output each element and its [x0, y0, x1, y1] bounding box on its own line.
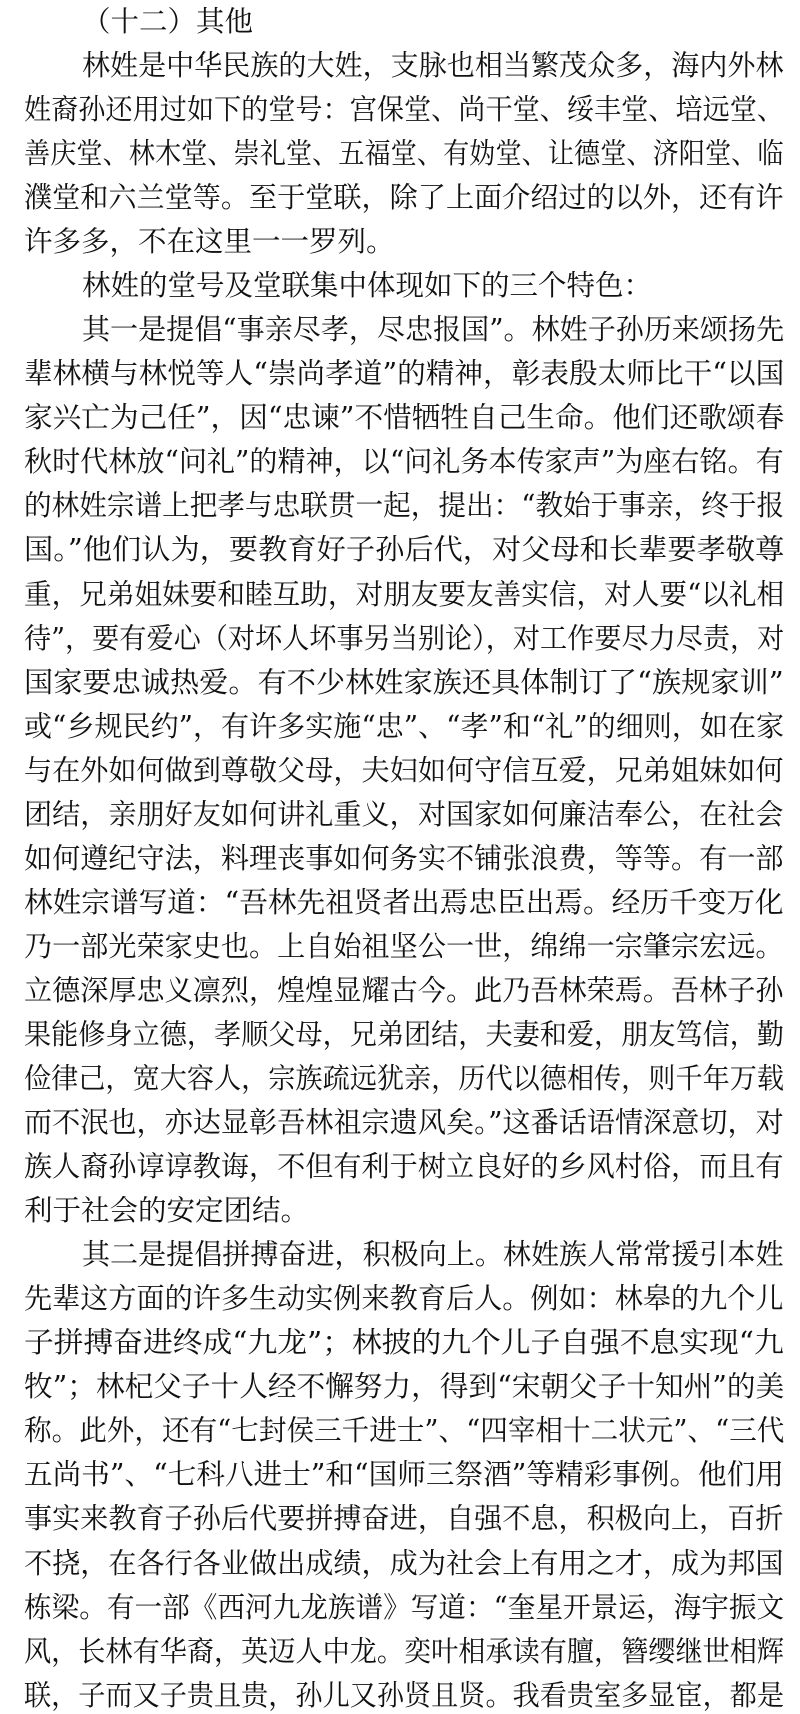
text-line: 族人裔孙谆谆教诲，不但有利于树立良好的乡风村俗，而且有 — [24, 1150, 784, 1183]
text-line: 其二是提倡拼搏奋进，积极向上。林姓族人常常援引本姓 — [82, 1238, 784, 1271]
text-line: 善庆堂、林木堂、崇礼堂、五福堂、有妫堂、让德堂、济阳堂、临 — [24, 137, 784, 170]
text-line: 待”，要有爱心（对坏人坏事另当别论），对工作要尽力尽责，对 — [24, 622, 785, 655]
text-line: 五尚书”、“七科八进士”和“国师三祭酒”等精彩事例。他们用 — [24, 1458, 784, 1491]
text-line: 果能修身立德，孝顺父母，兄弟团结，夫妻和爱，朋友笃信，勤 — [24, 1018, 785, 1051]
text-line: 家兴亡为己任”，因“忠谏”不惜牺牲自己生命。他们还歌颂春 — [24, 401, 785, 434]
text-line: 利于社会的安定团结。 — [24, 1194, 310, 1227]
text-line: 姓裔孙还用过如下的堂号：宫保堂、尚干堂、绥丰堂、培远堂、 — [24, 93, 785, 126]
text-line: 或“乡规民约”，有许多实施“忠”、“孝”和“礼”的细则，如在家 — [24, 710, 785, 743]
text-line: 先辈这方面的许多生动实例来教育后人。例如：林皋的九个儿 — [24, 1282, 784, 1315]
text-line: 俭律己，宽大容人，宗族疏远犹亲，历代以德相传，则千年万载 — [24, 1062, 785, 1095]
text-line: 辈林横与林悦等人“崇尚孝道”的精神，彰表殷太师比干“以国 — [24, 357, 785, 390]
text-line: 其一是提倡“事亲尽孝，尽忠报国”。林姓子孙历来颂扬先 — [82, 313, 785, 346]
text-line: 乃一部光荣家史也。上自始祖坚公一世，绵绵一宗肇宗宏远。 — [24, 930, 784, 963]
text-line: 团结，亲朋好友如何讲礼重义，对国家如何廉洁奉公，在社会 — [24, 798, 784, 831]
text-line: 而不泯也，亦达显彰吾林祖宗遗风矣。”这番话语情深意切，对 — [24, 1106, 784, 1139]
text-line: 联，子而又子贵且贵，孙儿又孙贤且贤。我看贵室多显宦，都是 — [24, 1679, 785, 1712]
text-line: 林姓是中华民族的大姓，支脉也相当繁茂众多，海内外林 — [82, 49, 784, 82]
text-line: 事实来教育子孙后代要拼搏奋进，自强不息，积极向上，百折 — [24, 1502, 784, 1535]
text-line: 如何遵纪守法，料理丧事如何务实不铺张浪费，等等。有一部 — [24, 842, 784, 875]
section-heading: （十二）其他 — [82, 5, 254, 38]
text-line: 濮堂和六兰堂等。至于堂联，除了上面介绍过的以外，还有许 — [24, 181, 784, 214]
text-line: 子拼搏奋进终成“九龙”；林披的九个儿子自强不息实现“九 — [24, 1326, 784, 1359]
text-line: 立德深厚忠义凛烈，煌煌显耀古今。此乃吾林荣焉。吾林子孙 — [24, 974, 784, 1007]
text-line: 秋时代林放“问礼”的精神，以“问礼务本传家声”为座右铭。有 — [24, 445, 784, 478]
text-line: 与在外如何做到尊敬父母，夫妇如何守信互爱，兄弟姐妹如何 — [24, 754, 784, 787]
text-line: 许多多，不在这里一一罗列。 — [24, 225, 395, 258]
text-line: 牧”；林杞父子十人经不懈努力，得到“宋朝父子十知州”的美 — [24, 1370, 785, 1403]
text-line: 林姓宗谱写道：“吾林先祖贤者出焉忠臣出焉。经历千变万化 — [24, 886, 784, 919]
text-line: 风，长林有华裔，英迈人中龙。奕叶相承读有膻，簪缨继世相辉 — [24, 1635, 785, 1668]
text-line: 林姓的堂号及堂联集中体现如下的三个特色： — [82, 269, 653, 302]
text-line: 国。”他们认为，要教育好子孙后代，对父母和长辈要孝敬尊 — [24, 533, 785, 566]
text-line: 重，兄弟姐妹要和睦互助，对朋友要友善实信，对人要“以礼相 — [24, 578, 785, 611]
text-line: 不挠，在各行各业做出成绩，成为社会上有用之才，成为邦国 — [24, 1547, 784, 1580]
text-line: 的林姓宗谱上把孝与忠联贯一起，提出：“教始于事亲，终于报 — [24, 489, 785, 522]
text-line: 称。此外，还有“七封侯三千进士”、“四宰相十二状元”、“三代 — [24, 1414, 785, 1447]
text-line: 栋梁。有一部《西河九龙族谱》写道：“奎星开景运，海宇振文 — [24, 1591, 785, 1624]
text-line: 国家要忠诚热爱。有不少林姓家族还具体制订了“族规家训” — [24, 666, 784, 699]
